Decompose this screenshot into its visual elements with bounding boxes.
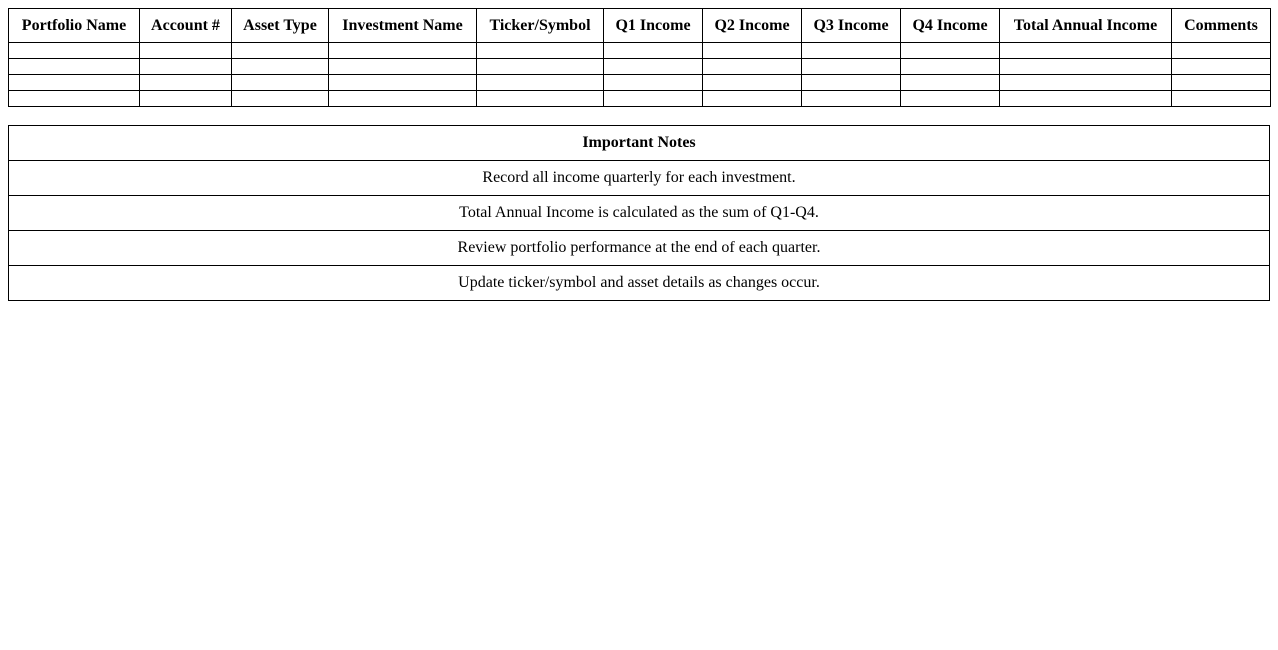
table-cell[interactable] [901,43,1000,59]
table-cell[interactable] [1000,43,1172,59]
table-cell[interactable] [1000,75,1172,91]
note-row [9,231,1270,266]
table-cell[interactable] [9,59,140,75]
table-row [9,75,1271,91]
table-cell[interactable] [802,75,901,91]
table-cell[interactable] [802,91,901,107]
table-row [9,59,1271,75]
header-row [9,9,1271,43]
table-cell[interactable] [1172,59,1271,75]
table-cell[interactable] [703,59,802,75]
column-header-q3-income: Q3 Income [802,9,901,43]
table-cell[interactable] [604,59,703,75]
table-cell[interactable] [329,43,477,59]
notes-header-row [9,126,1270,161]
table-row [9,91,1271,107]
table-body [9,43,1271,107]
table-cell[interactable] [1000,59,1172,75]
table-cell[interactable] [703,75,802,91]
table-cell[interactable] [604,91,703,107]
column-header-asset-type: Asset Type [232,9,329,43]
table-row [9,43,1271,59]
table-cell[interactable] [703,43,802,59]
note-row [9,266,1270,301]
note-row [9,196,1270,231]
table-cell[interactable] [329,91,477,107]
table-cell[interactable] [477,43,604,59]
table-cell[interactable] [9,91,140,107]
table-cell[interactable] [140,43,232,59]
note-item: Review portfolio performance at the end of each quarter. [9,231,1270,266]
table-cell[interactable] [232,75,329,91]
table-cell[interactable] [140,75,232,91]
table-cell[interactable] [1172,43,1271,59]
table-cell[interactable] [232,59,329,75]
column-header-total-annual-income: Total Annual Income [1000,9,1172,43]
notes-title: Important Notes [9,126,1270,161]
column-header-portfolio-name: Portfolio Name [9,9,140,43]
column-header-account-number: Account # [140,9,232,43]
column-header-q4-income: Q4 Income [901,9,1000,43]
investment-income-table [8,8,1271,107]
column-header-q2-income: Q2 Income [703,9,802,43]
table-cell[interactable] [604,43,703,59]
table-cell[interactable] [232,43,329,59]
column-header-investment-name: Investment Name [329,9,477,43]
table-cell[interactable] [901,75,1000,91]
column-header-q1-income: Q1 Income [604,9,703,43]
table-cell[interactable] [140,91,232,107]
table-cell[interactable] [477,75,604,91]
table-cell[interactable] [9,75,140,91]
note-item: Record all income quarterly for each investment. [9,161,1270,196]
page-content [8,8,1270,301]
note-item: Update ticker/symbol and asset details as changes occur. [9,266,1270,301]
table-cell[interactable] [1000,91,1172,107]
table-cell[interactable] [1172,91,1271,107]
table-cell[interactable] [604,75,703,91]
table-cell[interactable] [232,91,329,107]
table-cell[interactable] [477,91,604,107]
table-cell[interactable] [9,43,140,59]
table-cell[interactable] [703,91,802,107]
note-item: Total Annual Income is calculated as the sum of Q1-Q4. [9,196,1270,231]
table-cell[interactable] [477,59,604,75]
table-cell[interactable] [329,59,477,75]
column-header-comments: Comments [1172,9,1271,43]
important-notes-table [8,125,1270,301]
table-cell[interactable] [802,59,901,75]
table-cell[interactable] [1172,75,1271,91]
table-cell[interactable] [901,91,1000,107]
column-header-ticker-symbol: Ticker/Symbol [477,9,604,43]
table-cell[interactable] [901,59,1000,75]
table-cell[interactable] [802,43,901,59]
note-row [9,161,1270,196]
table-cell[interactable] [329,75,477,91]
table-cell[interactable] [140,59,232,75]
